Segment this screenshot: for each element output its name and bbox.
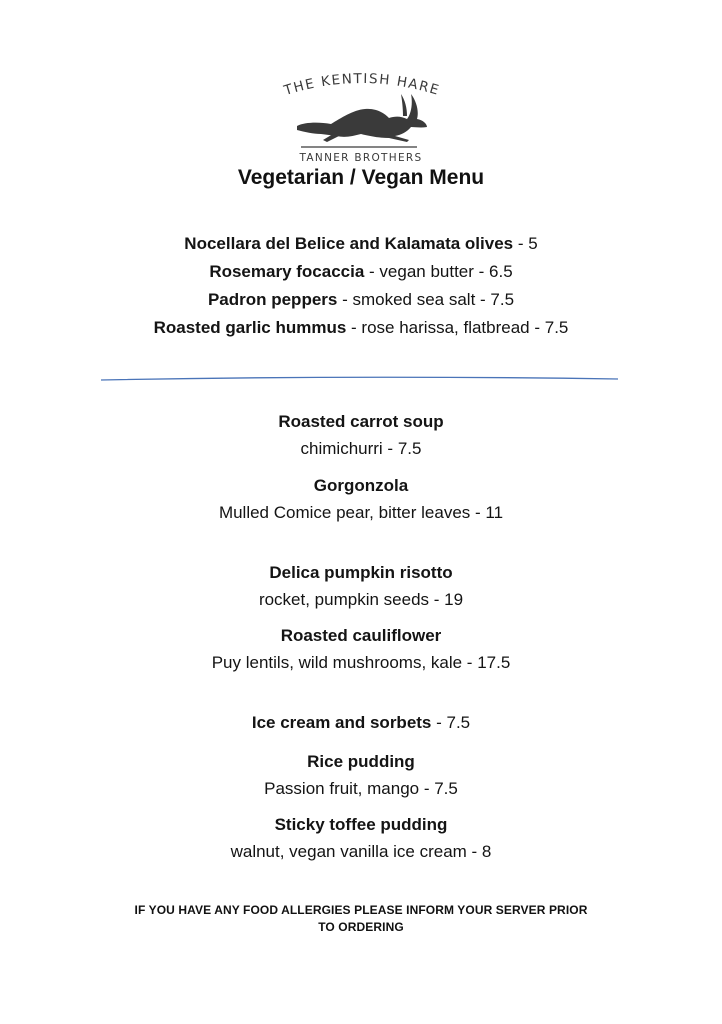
dish-name: Ice cream and sorbets [251,713,432,732]
starter-name: Roasted garlic hummus [153,318,347,337]
starter-desc: - 5 [513,234,538,253]
allergy-notice-line: TO ORDERING [318,920,404,934]
starter-desc: - smoked sea salt - 7.5 [337,290,515,309]
dish-name: Rice pudding [307,752,415,771]
dish-item [0,410,722,461]
dish-desc: walnut, vegan vanilla ice cream - 8 [230,842,492,861]
starter-desc: - rose harissa, flatbread - 7.5 [346,318,569,337]
dish-item [0,711,722,735]
allergy-notice [0,902,722,936]
divider-line [101,377,618,380]
starter-name: Padron peppers [207,290,338,309]
dish-item [0,561,722,612]
dish-desc: Passion fruit, mango - 7.5 [264,779,458,798]
section-divider [0,0,722,400]
logo-subtitle: TANNER BROTHERS [299,152,423,164]
dish-item [0,624,722,675]
dish-desc: rocket, pumpkin seeds - 19 [258,590,464,609]
dish-name: Sticky toffee pudding [274,815,448,834]
dish-name: Roasted carrot soup [278,412,444,431]
dish-desc: Puy lentils, wild mushrooms, kale - 17.5 [211,653,511,672]
starter-name: Rosemary focaccia [209,262,365,281]
starter-desc: - vegan butter - 6.5 [364,262,513,281]
dish-desc: Mulled Comice pear, bitter leaves - 11 [218,503,504,522]
logo-name-textpath: THE KENTISH HARE [282,70,442,99]
dish-desc: - 7.5 [431,713,471,732]
allergy-notice-line: IF YOU HAVE ANY FOOD ALLERGIES PLEASE INFORM YOUR SERVER PRIOR [134,903,588,917]
starter-name: Nocellara del Belice and Kalamata olives [184,234,514,253]
dish-name: Delica pumpkin risotto [269,563,453,582]
dish-desc: chimichurri - 7.5 [300,439,422,458]
dish-name: Roasted cauliflower [280,626,442,645]
menu-title: Vegetarian / Vegan Menu [237,166,485,189]
dish-item [0,474,722,525]
dish-item [0,750,722,801]
dish-item [0,813,722,864]
dish-name: Gorgonzola [313,476,409,495]
